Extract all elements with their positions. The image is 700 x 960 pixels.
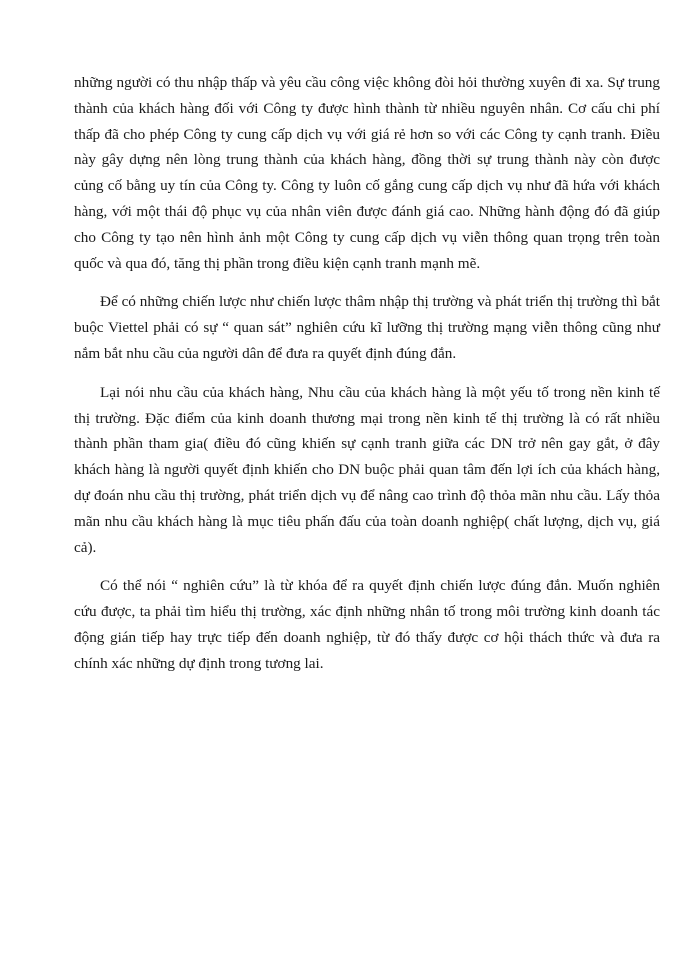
paragraph-customer-needs: Lại nói nhu cầu của khách hàng, Nhu cầu của khách hàng là một yếu tố trong nền kinh tế thị trường. Đặc điểm của kinh doanh thương mại trong nền kinh tế thị trường là có rất nhiều thành phần tham gia( điều đó cũng khiến sự cạnh tranh giữa các DN trở nên gay gắt, ở đây khách hàng là người quyết định khiến cho DN buộc phải quan tâm đến lợi ích của khách hàng, dự đoán nhu cầu thị trường, phát triển dịch vụ để nâng cao trình độ thỏa mãn nhu cầu. Lấy thỏa mãn nhu cầu khách hàng là mục tiêu phấn đấu của toàn doanh nghiệp( chất lượng, dịch vụ, giá cả). bbox=[74, 383, 660, 556]
paragraph-research: Có thể nói “ nghiên cứu” là từ khóa để ra quyết định chiến lược đúng đắn. Muốn nghiên cứu được, ta phải tìm hiểu thị trường, xác định những nhân tố trong môi trường kinh doanh tác động gián tiếp hay trực tiếp đến doanh nghiệp, từ đó thấy được cơ hội thách thức và đưa ra chính xác những dự định trong tương lai. bbox=[74, 577, 660, 672]
paragraph-continuation: những người có thu nhập thấp và yêu cầu công việc không đòi hỏi thường xuyên đi xa. Sự trung thành của khách hàng đối với Công ty được hình thành từ nhiều nguyên nhân. Cơ cấu chi phí thấp đã cho phép Công ty cung cấp dịch vụ với giá rẻ hơn so với các Công ty cạnh tranh. Điều này gây dựng nên lòng trung thành của khách hàng, đồng thời sự trung thành này còn được củng cố bằng uy tín của Công ty. Công ty luôn cố gắng cung cấp dịch vụ như đã hứa với khách hàng, với một thái độ phục vụ của nhân viên được đánh giá cao. Những hành động đó đã giúp cho Công ty tạo nên hình ảnh một Công ty cung cấp dịch vụ viễn thông quan trọng trên toàn quốc và qua đó, tăng thị phần trong điều kiện cạnh tranh mạnh mẽ. bbox=[74, 74, 660, 272]
document-body bbox=[74, 70, 660, 690]
paragraph-strategy: Để có những chiến lược như chiến lược thâm nhập thị trường và phát triển thị trường thì bắt buộc Viettel phải có sự “ quan sát” nghiên cứu kĩ lưỡng thị trường mạng viễn thông cũng như nắm bắt nhu cầu của người dân để đưa ra quyết định đúng đắn. bbox=[74, 293, 660, 362]
